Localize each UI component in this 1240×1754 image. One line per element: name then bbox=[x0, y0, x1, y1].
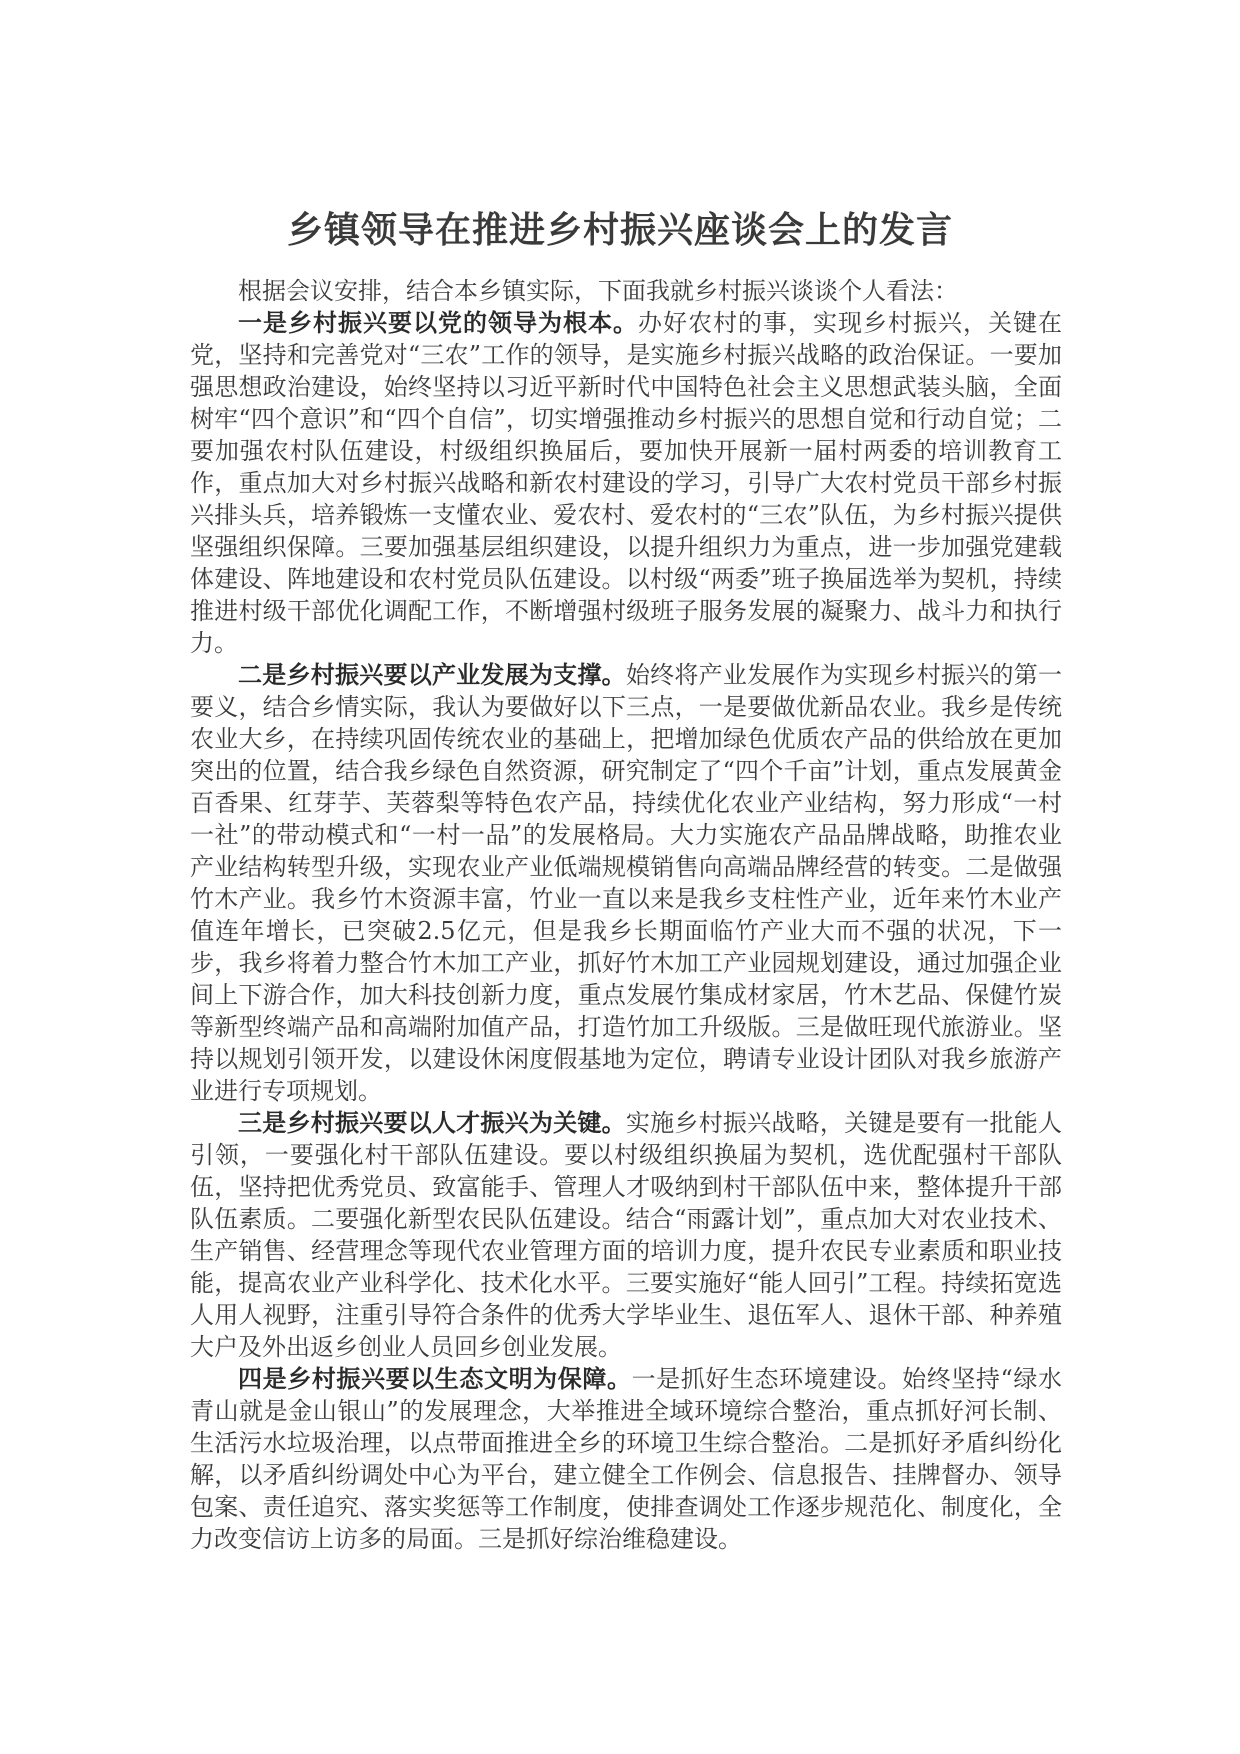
section-heading-1: 一是乡村振兴要以党的领导为根本。 bbox=[238, 309, 638, 337]
section-heading-2: 二是乡村振兴要以产业发展为支撑。 bbox=[238, 661, 626, 689]
section-paragraph-1 bbox=[190, 307, 1062, 659]
intro-paragraph: 根据会议安排，结合本乡镇实际，下面我就乡村振兴谈谈个人看法： bbox=[238, 277, 958, 305]
section-text-4: 一是抓好生态环境建设。始终坚持“绿水青山就是金山银山”的发展理念，大举推进全域环境综合整治，重点抓好河长制、生活污水垃圾治理，以点带面推进全乡的环境卫生综合整治。二是抓好矛盾纠纷化解，以矛盾纠纷调处中心为平台，建立健全工作例会、信息报告、挂牌督办、领导包案、责任追究、落实奖惩等工作制度，使排查调处工作逐步规范化、制度化，全力改变信访上访多的局面。三是抓好综治维稳建设。 bbox=[190, 1365, 1062, 1553]
section-paragraph-3 bbox=[190, 1107, 1062, 1363]
section-heading-3: 三是乡村振兴要以人才振兴为关键。 bbox=[238, 1109, 626, 1137]
section-text-3: 实施乡村振兴战略，关键是要有一批能人引领，一要强化村干部队伍建设。要以村级组织换届为契机，选优配强村干部队伍，坚持把优秀党员、致富能手、管理人才吸纳到村干部队伍中来，整体提升干部队伍素质。二要强化新型农民队伍建设。结合“雨露计划”，重点加大对农业技术、生产销售、经营理念等现代农业管理方面的培训力度，提升农民专业素质和职业技能，提高农业产业科学化、技术化水平。三要实施好“能人回引”工程。持续拓宽选人用人视野，注重引导符合条件的优秀大学毕业生、退伍军人、退休干部、种养殖大户及外出返乡创业人员回乡创业发展。 bbox=[190, 1109, 1063, 1361]
document-body bbox=[190, 275, 1062, 1555]
section-heading-4: 四是乡村振兴要以生态文明为保障。 bbox=[238, 1365, 632, 1393]
section-text-1: 办好农村的事，实现乡村振兴，关键在党，坚持和完善党对“三农”工作的领导，是实施乡村振兴战略的政治保证。一要加强思想政治建设，始终坚持以习近平新时代中国特色社会主义思想武装头脑，全面树牢“四个意识”和“四个自信”，切实增强推动乡村振兴的思想自觉和行动自觉；二要加强农村队伍建设，村级组织换届后，要加快开展新一届村两委的培训教育工作，重点加大对乡村振兴战略和新农村建设的学习，引导广大农村党员干部乡村振兴排头兵，培养锻炼一支懂农业、爱农村、爱农村的“三农”队伍，为乡村振兴提供坚强组织保障。三要加强基层组织建设，以提升组织力为重点，进一步加强党建载体建设、阵地建设和农村党员队伍建设。以村级“两委”班子换届选举为契机，持续推进村级干部优化调配工作，不断增强村级班子服务发展的凝聚力、战斗力和执行力。 bbox=[190, 309, 1062, 657]
section-text-2: 始终将产业发展作为实现乡村振兴的第一要义，结合乡情实际，我认为要做好以下三点，一是要做优新品农业。我乡是传统农业大乡，在持续巩固传统农业的基础上，把增加绿色优质农产品的供给放在更加突出的位置，结合我乡绿色自然资源，研究制定了“四个千亩”计划，重点发展黄金百香果、红芽芋、芙蓉梨等特色农产品，持续优化农业产业结构，努力形成“一村一社”的带动模式和“一村一品”的发展格局。大力实施农产品品牌战略，助推农业产业结构转型升级，实现农业产业低端规模销售向高端品牌经营的转变。二是做强竹木产业。我乡竹木资源丰富，竹业一直以来是我乡支柱性产业，近年来竹木业产值连年增长，已突破2.5亿元，但是我乡长期面临竹产业大而不强的状况，下一步，我乡将着力整合竹木加工产业，抓好竹木加工产业园规划建设，通过加强企业间上下游合作，加大科技创新力度，重点发展竹集成材家居，竹木艺品、保健竹炭等新型终端产品和高端附加值产品，打造竹加工升级版。三是做旺现代旅游业。坚持以规划引领开发，以建设休闲度假基地为定位，聘请专业设计团队对我乡旅游产业进行专项规划。 bbox=[190, 661, 1063, 1105]
section-paragraph-2 bbox=[190, 659, 1062, 1107]
section-paragraph-4 bbox=[190, 1363, 1062, 1555]
document-title: 乡镇领导在推进乡村振兴座谈会上的发言 bbox=[286, 210, 953, 251]
